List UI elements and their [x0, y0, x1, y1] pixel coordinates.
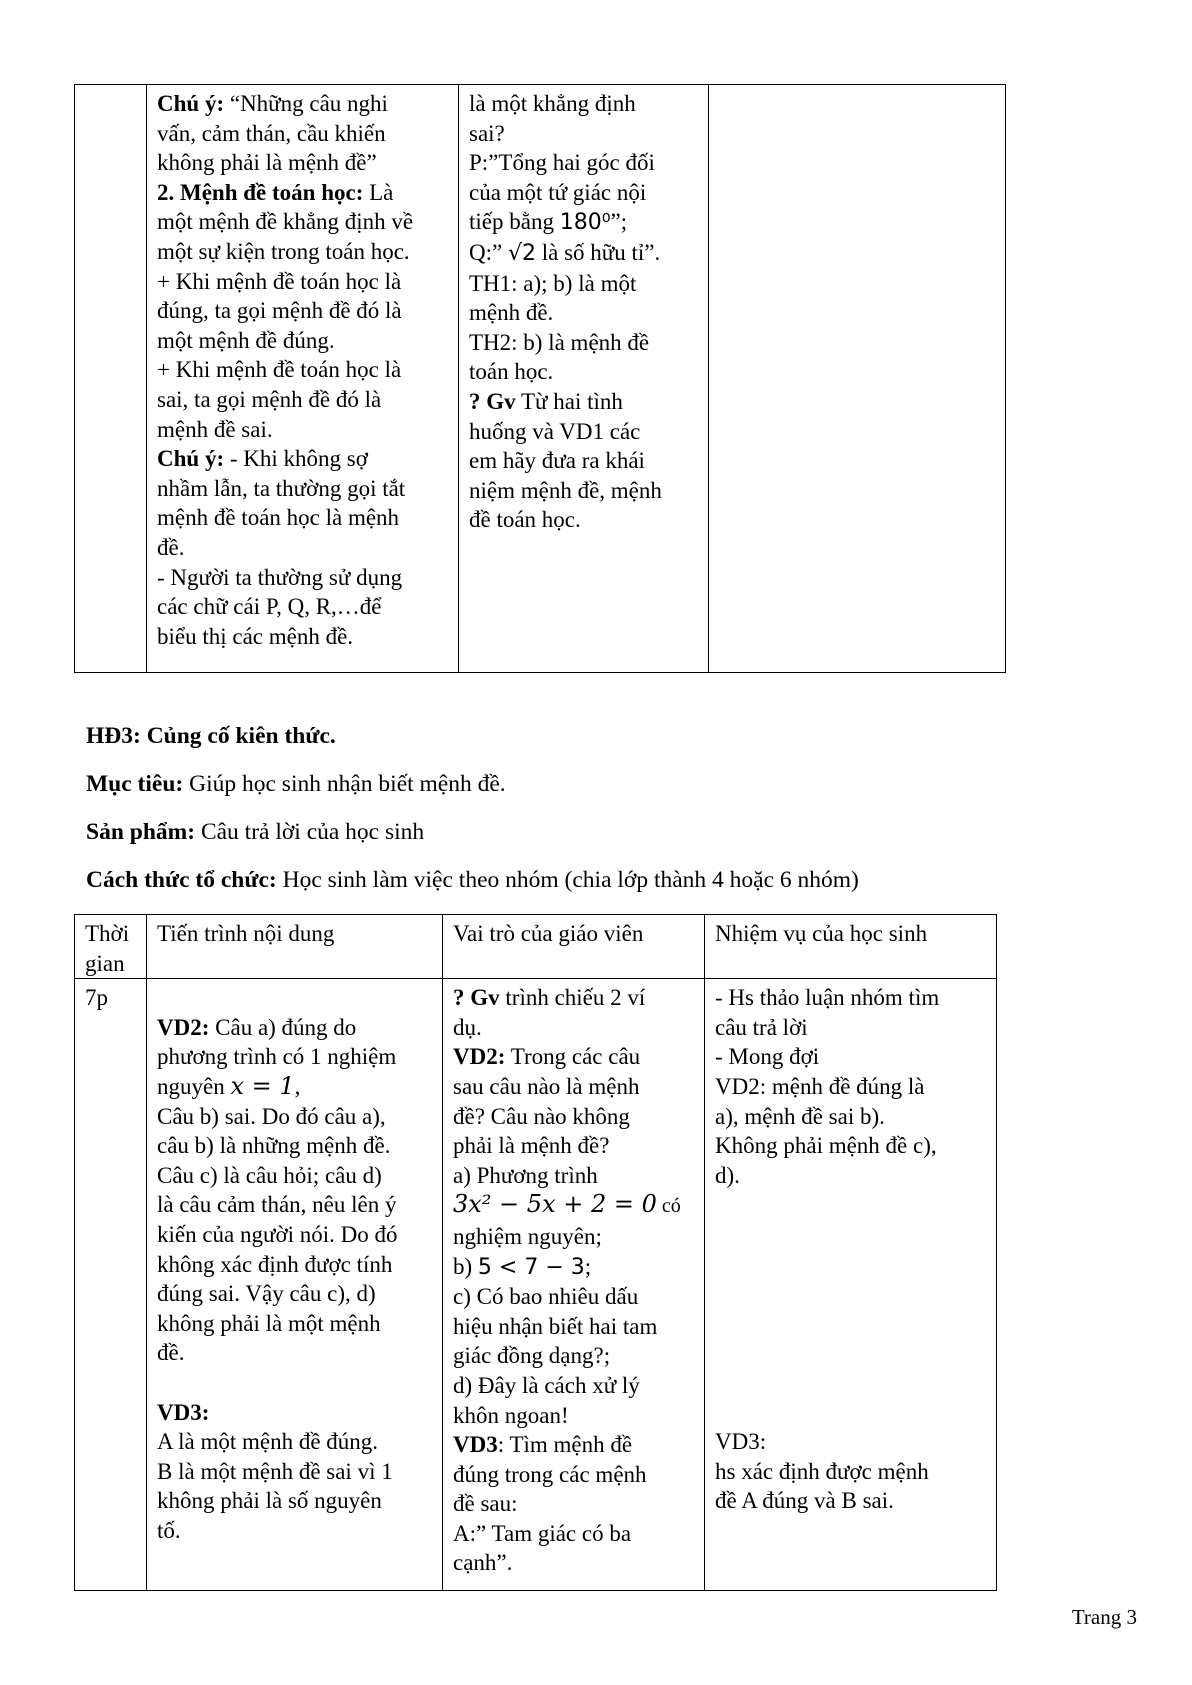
text-line: tiếp bằng 180⁰”;	[469, 209, 628, 236]
text-line: không xác định được tính	[157, 1251, 393, 1277]
text-line: hs xác định được mệnh	[715, 1458, 929, 1484]
text-line: sai?	[469, 120, 505, 146]
text-line: mệnh đề.	[469, 300, 554, 326]
text-line: VD2: Câu a) đúng do	[157, 1014, 357, 1040]
text-line: nhầm lẫn, ta thường gọi tắt	[157, 475, 406, 501]
text-line: một sự kiện trong toán học.	[157, 238, 410, 264]
text-line: 3x² − 5x + 2 = 0 có	[453, 1190, 681, 1219]
text-line: là một khẳng định	[469, 91, 636, 116]
teacher-cell	[443, 979, 705, 1591]
math-quadratic-equation: 3x² − 5x + 2 = 0	[453, 1190, 657, 1219]
text-line: biểu thị các mệnh đề.	[157, 623, 354, 649]
text-line: đúng trong các mệnh	[453, 1461, 647, 1487]
text-line: a) Phương trình	[453, 1162, 598, 1188]
text-line: đề.	[157, 1340, 185, 1366]
text-line: mệnh đề toán học là mệnh	[157, 505, 400, 531]
text-line: Câu b) sai. Do đó câu a),	[157, 1103, 386, 1129]
text-line: hiệu nhận biết hai tam	[453, 1313, 658, 1339]
time-cell: 7p	[75, 979, 147, 1591]
table-header-row	[75, 915, 997, 979]
text-line: phải là mệnh đề?	[453, 1133, 610, 1159]
text-line: ? Gv trình chiếu 2 ví	[453, 985, 646, 1011]
text-line: không phải là số nguyên	[157, 1488, 382, 1514]
text-line: cạnh”.	[453, 1550, 513, 1576]
text-line: a), mệnh đề sai b).	[715, 1103, 885, 1129]
page-number: Trang 3	[1071, 1605, 1137, 1629]
table1-teacher-cell	[459, 85, 709, 673]
table1-content-cell	[147, 85, 459, 673]
text-line: d) Đây là cách xử lý	[453, 1372, 640, 1398]
table-row	[75, 979, 997, 1591]
text-line: một mệnh đề đúng.	[157, 327, 335, 353]
text-line: đề? Câu nào không	[453, 1103, 630, 1129]
text-line: d).	[715, 1162, 740, 1188]
math-180-degrees: 180⁰	[559, 210, 611, 236]
text-line: A là một mệnh đề đúng.	[157, 1429, 379, 1455]
header-teacher: Vai trò của giáo viên	[443, 915, 705, 979]
text-line: kiến của người nói. Do đó	[157, 1221, 398, 1247]
text-line: VD3: Tìm mệnh đề	[453, 1432, 633, 1458]
header-time: Thời gian	[75, 915, 147, 979]
text-line: TH2: b) là mệnh đề	[469, 329, 650, 355]
text-line: không phải là mệnh đề”	[157, 150, 377, 176]
text-line: Q:” √2 là số hữu tỉ”.	[469, 239, 661, 266]
text-line: + Khi mệnh đề toán học là	[157, 357, 402, 383]
section-heading: HĐ3: Củng cố kiên thức.	[86, 723, 336, 749]
text-line: đề A đúng và B sai.	[715, 1488, 894, 1514]
text-line: sau câu nào là mệnh	[453, 1073, 640, 1099]
text-line: đề.	[157, 534, 185, 560]
product-line: Sản phẩm: Câu trả lời của học sinh	[86, 819, 425, 845]
goal-line: Mục tiêu: Giúp học sinh nhận biết mệnh đề.	[86, 771, 506, 797]
text-line: Chú ý: “Những câu nghi	[157, 91, 388, 116]
header-content: Tiến trình nội dung	[147, 915, 443, 979]
header-student: Nhiệm vụ của học sinh	[705, 915, 997, 979]
text-line: sai, ta gọi mệnh đề đó là	[157, 386, 382, 412]
text-line: - Người ta thường sử dụng	[157, 564, 403, 590]
text-line: nguyên x = 1,	[157, 1071, 301, 1100]
text-line: giác đồng dạng?;	[453, 1343, 611, 1369]
math-inequality: 5 < 7 − 3	[477, 1254, 585, 1280]
text-line: của một tứ giác nội	[469, 179, 647, 205]
text-line: câu b) là những mệnh đề.	[157, 1133, 391, 1159]
text-line: đúng sai. Vậy câu c), d)	[157, 1281, 376, 1307]
text-line: + Khi mệnh đề toán học là	[157, 268, 402, 294]
text-line: đề toán học.	[469, 507, 581, 533]
text-line: Câu c) là câu hỏi; câu d)	[157, 1162, 382, 1188]
text-line: là câu cảm thán, nêu lên ý	[157, 1192, 397, 1218]
text-line: toán học.	[469, 359, 554, 385]
text-line: dụ.	[453, 1014, 482, 1040]
text-line: 2. Mệnh đề toán học: Là	[157, 179, 394, 205]
lesson-table-continued	[74, 84, 1006, 673]
text-line: VD3:	[715, 1429, 767, 1455]
table1-time-cell	[75, 85, 147, 673]
text-line: A:” Tam giác có ba	[453, 1520, 632, 1546]
text-line: đề sau:	[453, 1491, 518, 1517]
text-line: câu trả lời	[715, 1014, 808, 1040]
text-line: b) 5 < 7 − 3;	[453, 1253, 592, 1280]
text-line: ? Gv Từ hai tình	[469, 388, 623, 414]
text-line: B là một mệnh đề sai vì 1	[157, 1458, 393, 1484]
text-line: VD2: mệnh đề đúng là	[715, 1073, 925, 1099]
text-line: Không phải mệnh đề c),	[715, 1133, 937, 1159]
text-line: P:”Tổng hai góc đối	[469, 150, 655, 176]
text-line: niệm mệnh đề, mệnh	[469, 477, 662, 503]
text-line: c) Có bao nhiêu dấu	[453, 1284, 639, 1310]
text-line: Chú ý: - Khi không sợ	[157, 446, 368, 472]
text-line: TH1: a); b) là một	[469, 270, 637, 296]
text-line: nghiệm nguyên;	[453, 1223, 602, 1249]
text-line: không phải là một mệnh	[157, 1310, 381, 1336]
text-line: mệnh đề sai.	[157, 416, 273, 442]
text-line: khôn ngoan!	[453, 1402, 569, 1428]
method-line: Cách thức tổ chức: Học sinh làm việc theo nhóm (chia lớp thành 4 hoặc 6 nhóm)	[86, 867, 859, 893]
text-line: tố.	[157, 1517, 181, 1543]
math-sqrt-2: √2	[507, 240, 536, 266]
text-line: huống và VD1 các	[469, 418, 641, 444]
text-line: VD3:	[157, 1399, 210, 1425]
text-line: các chữ cái P, Q, R,…để	[157, 594, 382, 620]
student-cell	[705, 979, 997, 1591]
content-cell	[147, 979, 443, 1591]
text-line: - Mong đợi	[715, 1044, 820, 1070]
text-line: đúng, ta gọi mệnh đề đó là	[157, 298, 402, 324]
activity-table	[74, 914, 997, 1591]
text-line: phương trình có 1 nghiệm	[157, 1044, 397, 1070]
math-x-equals-1: x = 1	[230, 1071, 295, 1100]
text-line: - Hs thảo luận nhóm tìm	[715, 985, 940, 1011]
table1-student-cell	[709, 85, 1006, 673]
text-line: em hãy đưa ra khái	[469, 448, 645, 474]
text-line: vấn, cảm thán, cầu khiến	[157, 120, 386, 146]
text-line: VD2: Trong các câu	[453, 1044, 641, 1070]
text-line: một mệnh đề khẳng định về	[157, 209, 414, 235]
